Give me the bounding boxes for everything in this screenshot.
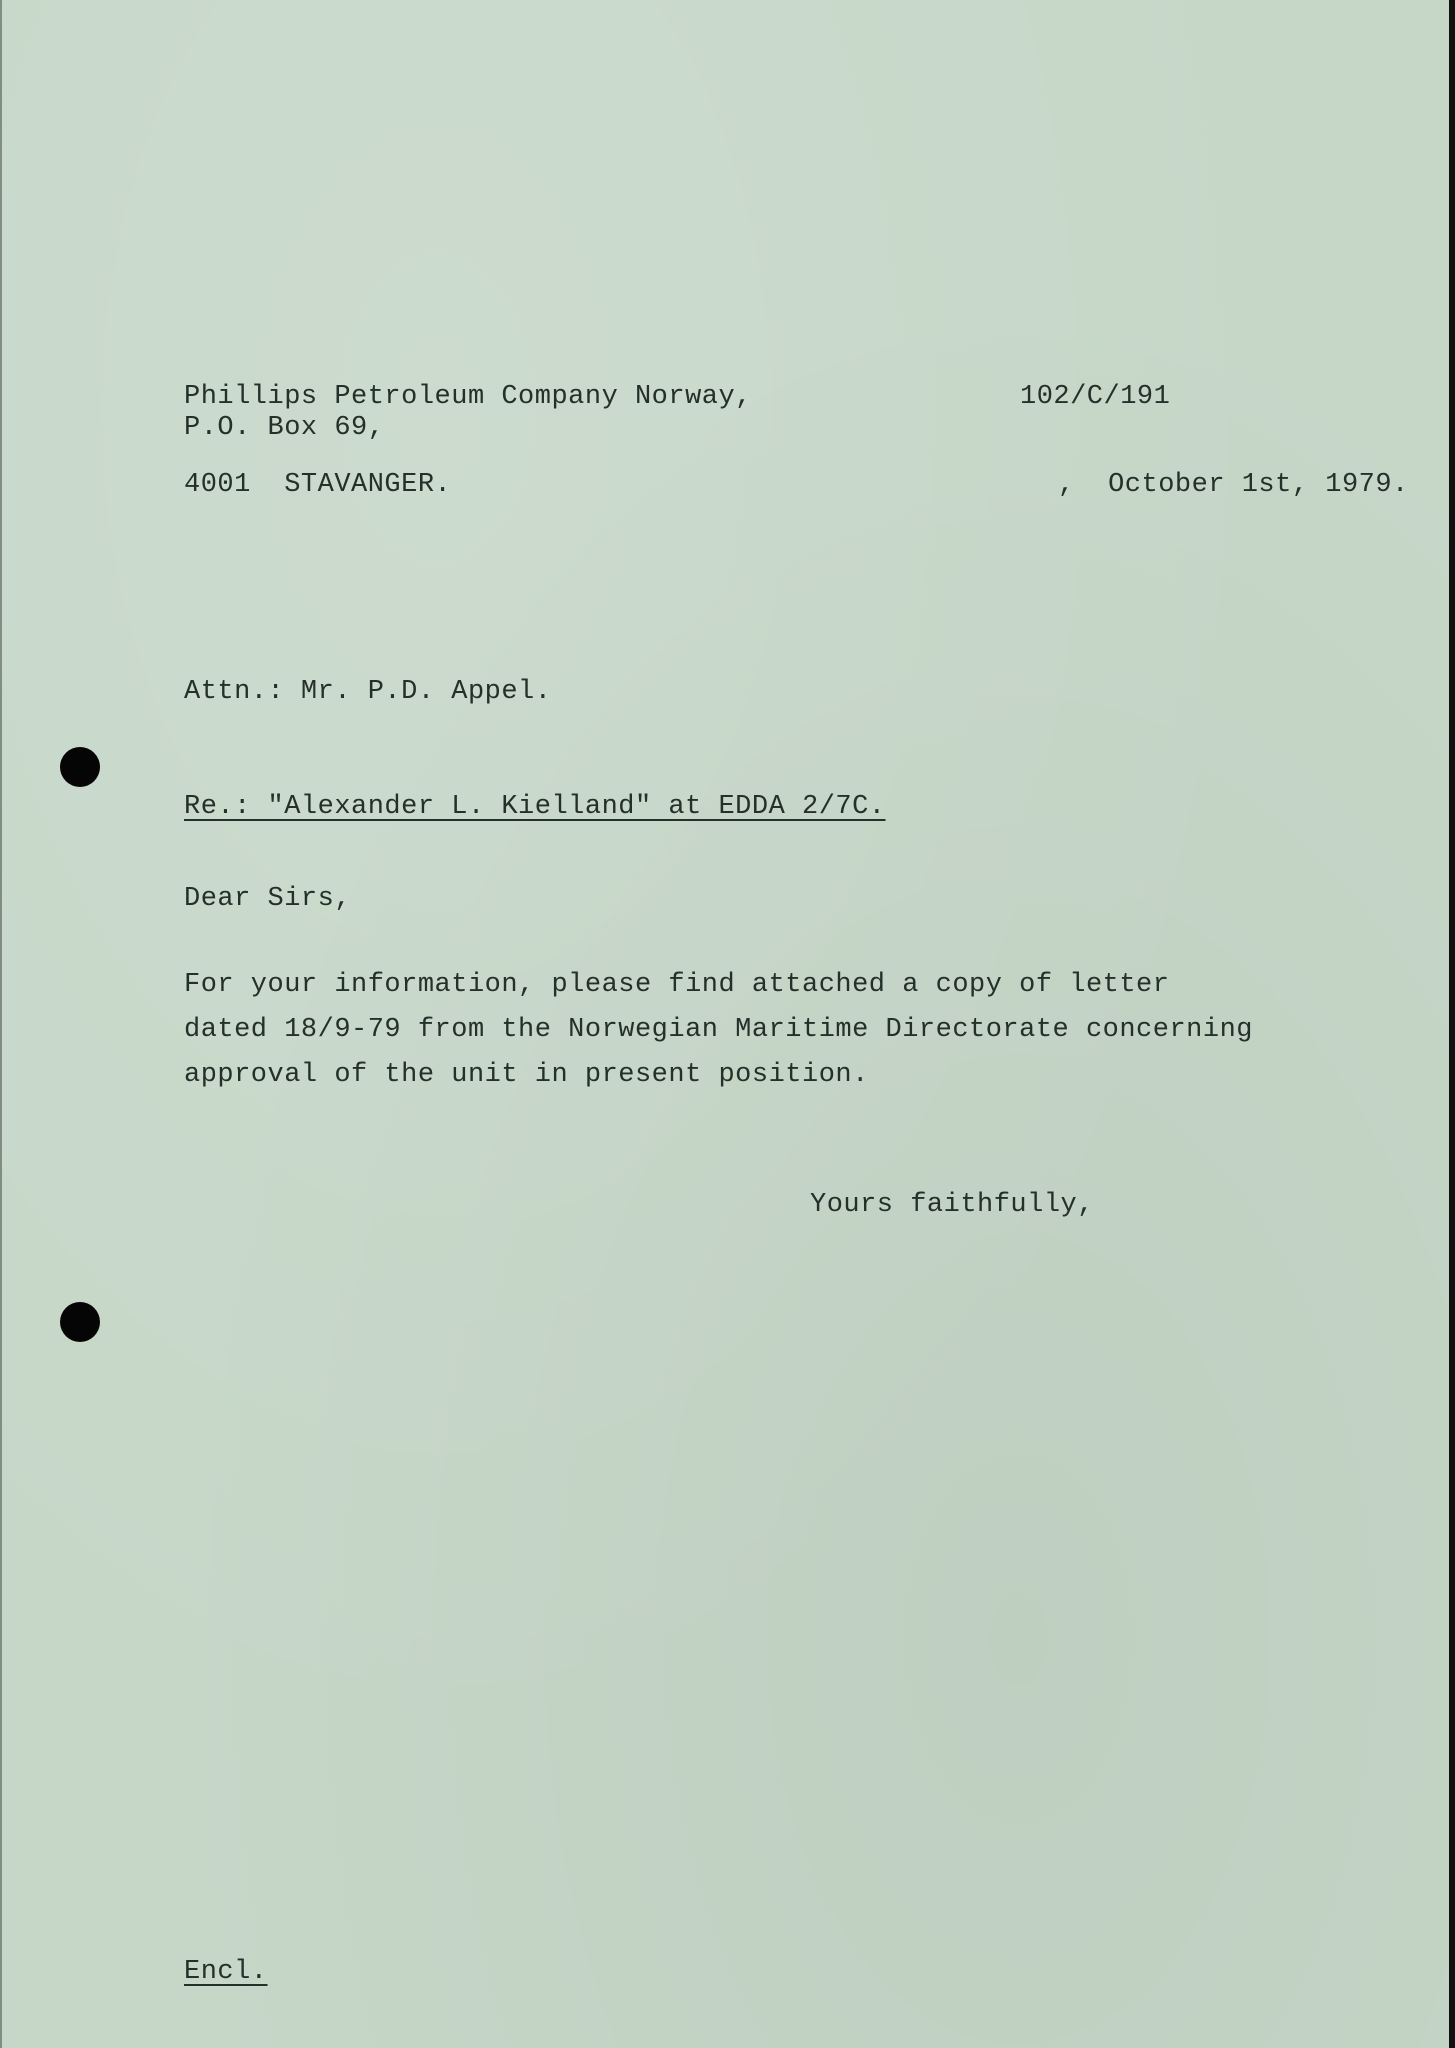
page-left-edge: [0, 0, 2, 2048]
body-line-2: dated 18/9-79 from the Norwegian Maritime Directorate concerning: [184, 1015, 1253, 1045]
recipient-po-box: P.O. Box 69,: [184, 413, 385, 443]
page-right-edge: [1449, 0, 1455, 2048]
recipient-city: 4001 STAVANGER.: [184, 470, 452, 500]
body-line-3: approval of the unit in present position.: [184, 1060, 869, 1090]
enclosure-note: Encl.: [184, 1957, 268, 1987]
letter-date: , October 1st, 1979.: [1058, 470, 1409, 500]
punch-hole-bottom: [60, 1302, 100, 1342]
attention-line: Attn.: Mr. P.D. Appel.: [184, 677, 552, 707]
punch-hole-top: [60, 747, 100, 787]
body-line-1: For your information, please find attached a copy of letter: [184, 970, 1170, 1000]
closing: Yours faithfully,: [810, 1190, 1094, 1220]
reference-number: 102/C/191: [1020, 382, 1171, 412]
recipient-company: Phillips Petroleum Company Norway,: [184, 382, 752, 412]
subject-line: Re.: "Alexander L. Kielland" at EDDA 2/7C.: [184, 792, 886, 822]
salutation: Dear Sirs,: [184, 884, 352, 914]
